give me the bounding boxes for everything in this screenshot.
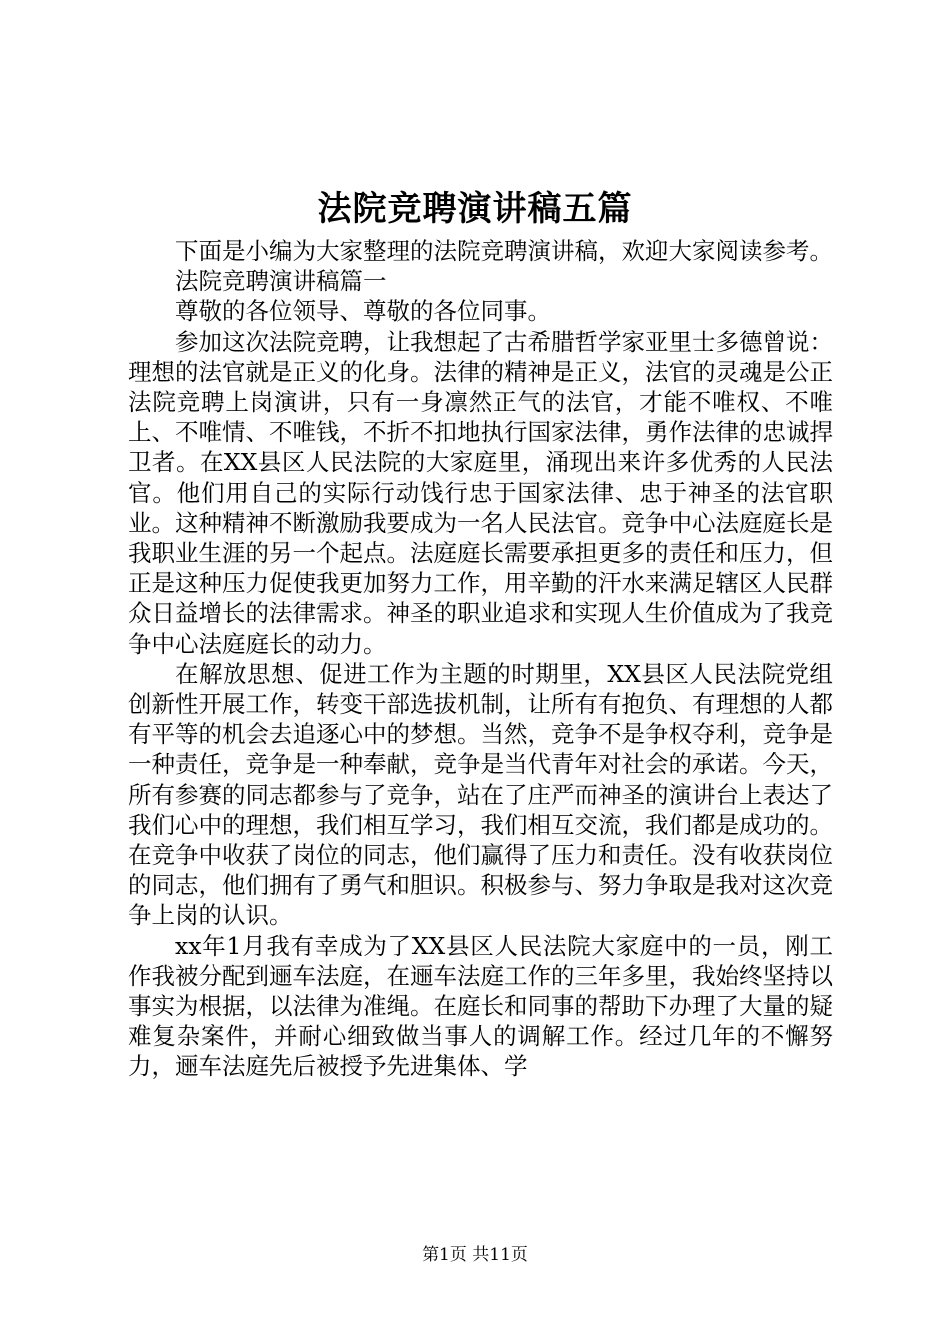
paragraph-salutation: 尊敬的各位领导、尊敬的各位同事。 [175, 297, 551, 326]
paragraph-body-2: 在解放思想、促进工作为主题的时期里，XX县区人民法院党组创新性开展工作，转变干部选拔机制，让所有有抱负、有理想的人都有平等的机会去追逐心中的梦想。当然，竞争不是争权夺利，竞争是一种责任，竞争是一种奉献，竞争是当代青年对社会的承诺。今天，所有参赛的同志都参与了竞争，站在了庄严而神圣的演讲台上表达了我们心中的理想，我们相互学习，我们相互交流，我们都是成功的。在竞争中收获了岗位的同志，他们赢得了压力和责任。没有收获岗位的同志，他们拥有了勇气和胆识。积极参与、努力争取是我对这次竞争上岗的认识。 [128, 659, 833, 930]
paragraph-body-1: 参加这次法院竞聘，让我想起了古希腊哲学家亚里士多德曾说：理想的法官就是正义的化身。法律的精神是正义，法官的灵魂是公正法院竞聘上岗演讲，只有一身凛然正气的法官，才能不唯权、不唯上、不唯情、不唯钱，不折不扣地执行国家法律，勇作法律的忠诚捍卫者。在XX县区人民法院的大家庭里，涌现出来许多优秀的人民法官。他们用自己的实际行动饯行忠于国家法律、忠于神圣的法官职业。这种精神不断激励我要成为一名人民法官。竞争中心法庭庭长是我职业生涯的另一个起点。法庭庭长需要承担更多的责任和压力，但正是这种压力促使我更加努力工作，用辛勤的汗水来满足辖区人民群众日益增长的法律需求。神圣的职业追求和实现人生价值成为了我竞争中心法庭庭长的动力。 [128, 327, 833, 658]
paragraph-body-3: xx年1月我有幸成为了XX县区人民法院大家庭中的一员，刚工作我被分配到逦车法庭，在逦车法庭工作的三年多里，我始终坚持以事实为根据，以法律为准绳。在庭长和同事的帮助下办理了大量的疑难复杂案件，并耐心细致做当事人的调解工作。经过几年的不懈努力，逦车法庭先后被授予先进集体、学 [128, 931, 833, 1081]
page-number-footer: 第1页 共11页 [422, 1245, 528, 1265]
document-title: 法院竞聘演讲稿五篇 [317, 189, 633, 229]
document-body [128, 236, 833, 1082]
paragraph-intro: 下面是小编为大家整理的法院竞聘演讲稿，欢迎大家阅读参考。 [175, 237, 833, 265]
paragraph-section-heading: 法院竞聘演讲稿篇一 [175, 267, 387, 296]
